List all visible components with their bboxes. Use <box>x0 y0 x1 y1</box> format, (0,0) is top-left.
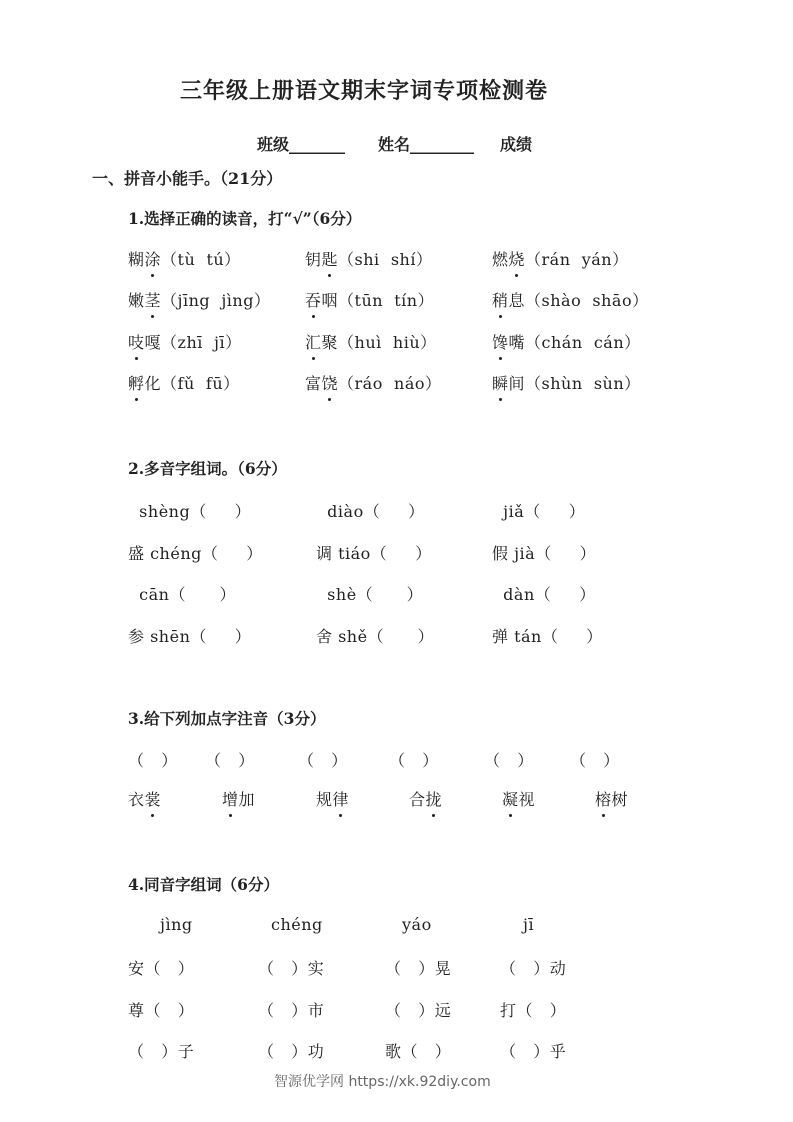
q1-dotted-char: 匙 <box>322 247 339 270</box>
q3-word <box>409 787 442 810</box>
q3-dotted-char: 增 <box>222 787 239 810</box>
q1-pinyin-options: （tūn tín） <box>338 291 435 310</box>
q4-item[interactable]: （ ）晃 <box>385 959 452 978</box>
q2-item[interactable]: dàn（ ） <box>492 585 596 604</box>
q1-item[interactable] <box>305 330 437 353</box>
q1-char: 富 <box>305 374 322 393</box>
q1-pinyin-options: （huì hiù） <box>338 333 437 352</box>
score-label: 成绩 <box>500 135 533 154</box>
q4-pinyin: chéng <box>271 915 323 934</box>
q1-char: 燃 <box>492 250 509 269</box>
q4-pinyin: yáo <box>402 915 432 934</box>
q1-pinyin-options: （tù tú） <box>161 250 241 269</box>
q1-item[interactable] <box>492 371 641 394</box>
q1-char: 嘴 <box>508 333 526 352</box>
q3-blank[interactable]: （ ） <box>389 751 439 770</box>
q1-dotted-char: 稍 <box>492 288 509 311</box>
q2-item[interactable]: 假 jià（ ） <box>492 544 597 563</box>
q1-item[interactable] <box>305 288 434 311</box>
q1-item[interactable] <box>305 371 442 394</box>
q3-dotted-char: 裳 <box>145 787 162 810</box>
q3-char: 视 <box>518 790 536 809</box>
q4-item[interactable]: （ ）远 <box>385 1001 452 1020</box>
q1-char: 息 <box>508 291 526 310</box>
q2-item[interactable]: 参 shēn（ ） <box>128 627 252 646</box>
q1-char: 间 <box>508 374 526 393</box>
q3-dotted-char: 拢 <box>426 787 443 810</box>
page-title: 三年级上册语文期末字词专项检测卷 <box>180 78 549 104</box>
q3-dotted-char: 律 <box>333 787 350 810</box>
q1-pinyin-options: （shi shí） <box>338 250 433 269</box>
q1-item[interactable] <box>492 288 649 311</box>
q1-pinyin-options: （fǔ fū） <box>161 374 240 393</box>
q1-dotted-char: 茎 <box>145 288 162 311</box>
q4-item[interactable]: 尊（ ） <box>128 1001 195 1020</box>
q4-pinyin: jī <box>523 915 535 934</box>
q1-pinyin-options: （shào shāo） <box>525 291 649 310</box>
q1-item[interactable] <box>128 330 242 353</box>
q1-dotted-char: 汇 <box>305 330 322 353</box>
q4-title: 4.同音字组词（6分） <box>128 875 279 894</box>
q1-char: 嫩 <box>128 291 145 310</box>
q4-item[interactable]: 歌（ ） <box>385 1042 452 1061</box>
q2-item[interactable]: jiǎ（ ） <box>492 502 586 521</box>
q4-item[interactable]: （ ）市 <box>258 1001 325 1020</box>
q1-char: 咽 <box>321 291 339 310</box>
q1-dotted-char: 瞬 <box>492 371 509 394</box>
q3-word <box>502 787 535 810</box>
q1-char: 化 <box>144 374 162 393</box>
q3-dotted-char: 榕 <box>595 787 612 810</box>
q1-dotted-char: 烧 <box>509 247 526 270</box>
q2-item[interactable]: 盛 chéng（ ） <box>128 544 263 563</box>
q4-item[interactable]: （ ）乎 <box>500 1042 567 1061</box>
q1-pinyin-options: （shùn sùn） <box>525 374 641 393</box>
q2-item[interactable]: cān（ ） <box>128 585 236 604</box>
q1-item[interactable] <box>492 330 641 353</box>
q1-dotted-char: 吞 <box>305 288 322 311</box>
q3-char: 规 <box>316 790 333 809</box>
q3-char: 衣 <box>128 790 145 809</box>
q3-char: 合 <box>409 790 426 809</box>
q1-dotted-char: 馋 <box>492 330 509 353</box>
q1-dotted-char: 饶 <box>322 371 339 394</box>
q3-word <box>595 787 628 810</box>
q3-blank[interactable]: （ ） <box>128 751 178 770</box>
q1-char: 聚 <box>321 333 339 352</box>
q2-item[interactable]: 调 tiáo（ ） <box>316 544 432 563</box>
q2-item[interactable]: 弹 tán（ ） <box>492 627 603 646</box>
q1-pinyin-options: （rán yán） <box>525 250 629 269</box>
q1-pinyin-options: （zhī jī） <box>161 333 242 352</box>
q1-title: 1.选择正确的读音，打“√”（6分） <box>128 209 362 228</box>
footer-watermark: 智源优学网 https://xk.92diy.com <box>274 1074 491 1090</box>
q1-item[interactable] <box>128 371 240 394</box>
q1-char: 嘎 <box>144 333 162 352</box>
q3-blank[interactable]: （ ） <box>205 751 255 770</box>
q2-item[interactable]: 舍 shě（ ） <box>316 627 435 646</box>
q1-item[interactable] <box>305 247 432 270</box>
q1-char: 钥 <box>305 250 322 269</box>
class-field[interactable]: 班级_______ <box>257 135 346 154</box>
q2-item[interactable]: shè（ ） <box>316 585 424 604</box>
q2-title: 2.多音字组词。（6分） <box>128 459 287 478</box>
q3-word <box>222 787 255 810</box>
q1-dotted-char: 孵 <box>128 371 145 394</box>
section-1-title: 一、拼音小能手。（21分） <box>92 169 283 188</box>
q4-item[interactable]: （ ）功 <box>258 1042 325 1061</box>
q1-pinyin-options: （jīng jìng） <box>161 291 271 310</box>
q2-item[interactable]: diào（ ） <box>316 502 425 521</box>
q2-item[interactable]: shèng（ ） <box>128 502 252 521</box>
name-field[interactable]: 姓名________ <box>378 135 475 154</box>
q1-dotted-char: 吱 <box>128 330 145 353</box>
q4-item[interactable]: （ ）动 <box>500 959 567 978</box>
q3-word <box>128 787 161 810</box>
q3-dotted-char: 凝 <box>502 787 519 810</box>
q1-char: 糊 <box>128 250 145 269</box>
q4-item[interactable]: （ ）子 <box>128 1042 195 1061</box>
q4-item[interactable]: （ ）实 <box>258 959 325 978</box>
q1-item[interactable] <box>128 288 270 311</box>
q3-title: 3.给下列加点字注音（3分） <box>128 709 326 728</box>
q1-item[interactable] <box>128 247 241 270</box>
q4-item[interactable]: 安（ ） <box>128 959 195 978</box>
q3-blank[interactable]: （ ） <box>570 751 620 770</box>
q1-dotted-char: 涂 <box>145 247 162 270</box>
q3-blank[interactable]: （ ） <box>298 751 348 770</box>
q3-word <box>316 787 349 810</box>
q3-char: 加 <box>238 790 256 809</box>
q3-blank[interactable]: （ ） <box>484 751 534 770</box>
q4-pinyin: jìng <box>160 915 193 934</box>
q3-char: 树 <box>611 790 629 809</box>
q1-pinyin-options: （chán cán） <box>525 333 641 352</box>
q1-pinyin-options: （ráo náo） <box>338 374 442 393</box>
q1-item[interactable] <box>492 247 629 270</box>
q4-item[interactable]: 打（ ） <box>500 1001 567 1020</box>
